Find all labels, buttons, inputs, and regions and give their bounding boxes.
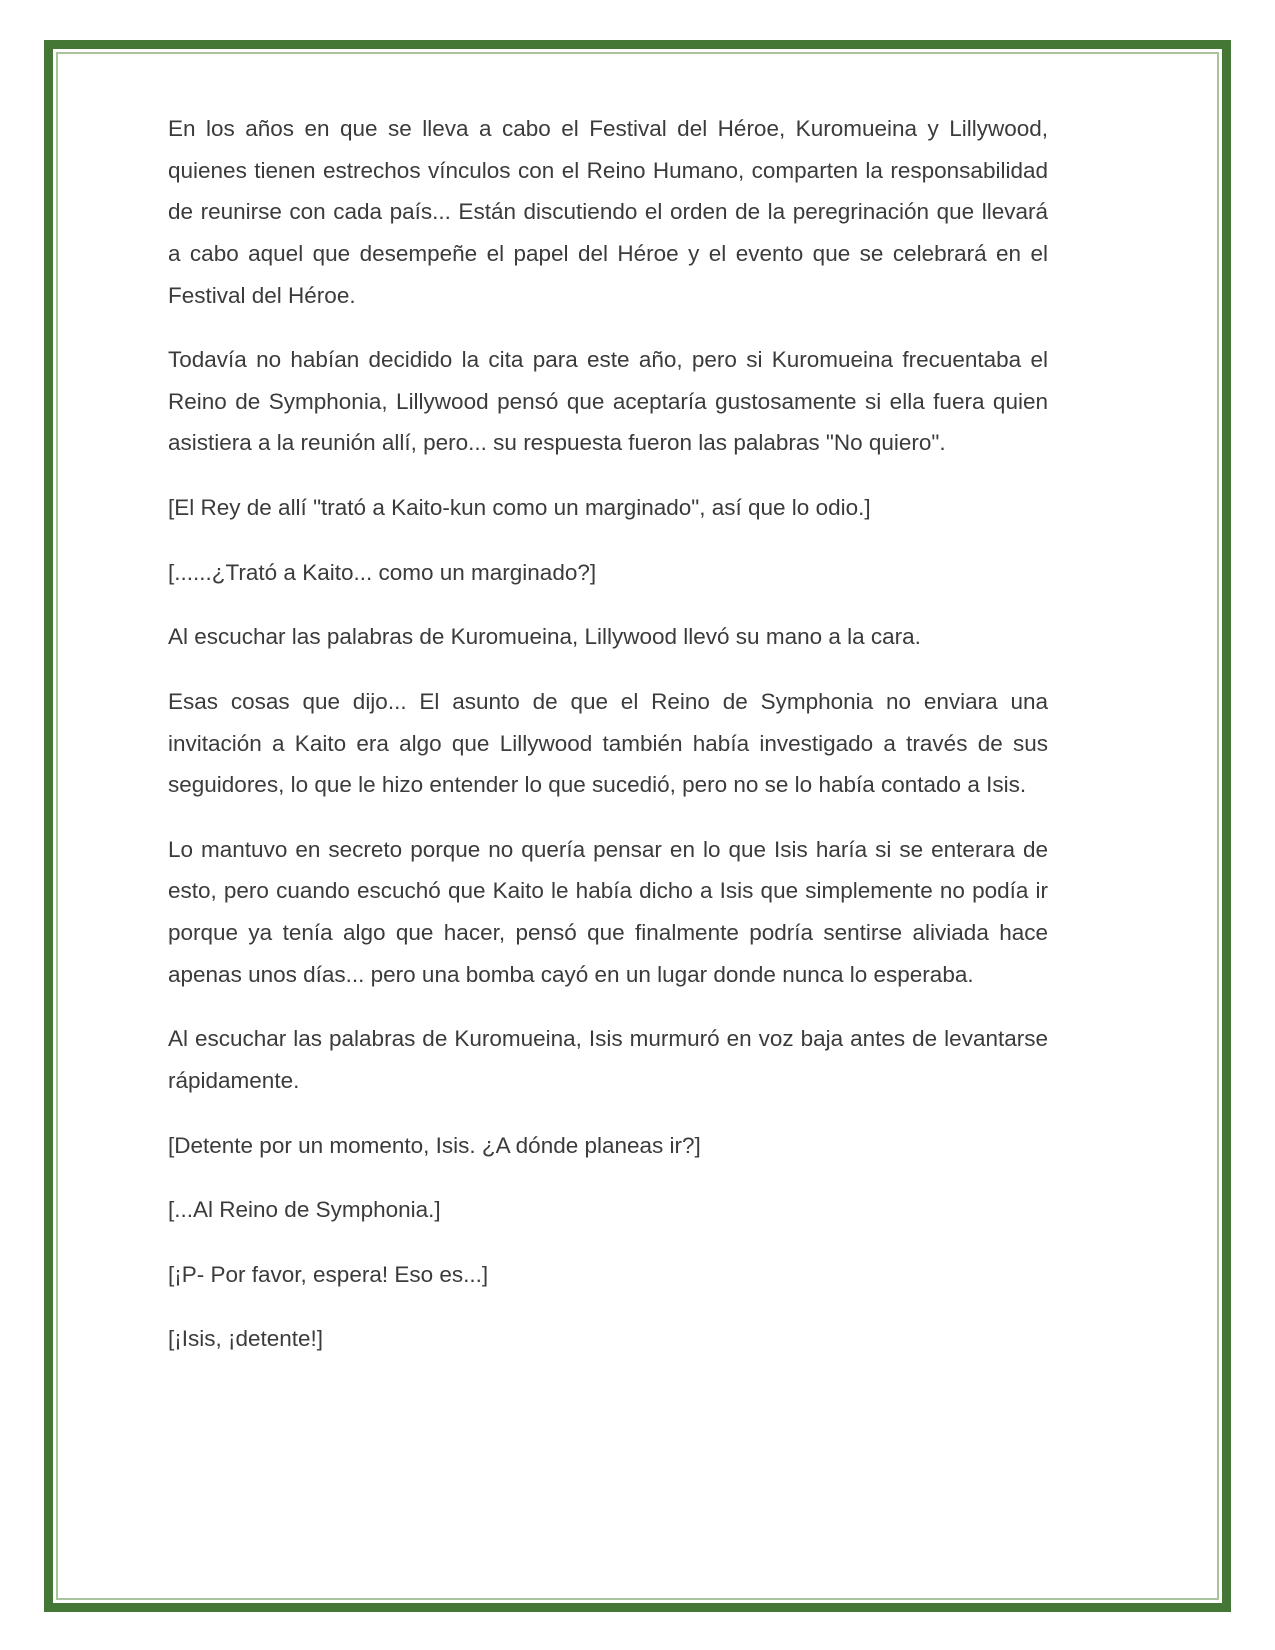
dialogue-line: [¡P- Por favor, espera! Eso es...] [168,1261,489,1287]
dialogue-line: [¡Isis, ¡detente!] [168,1326,324,1352]
dialogue-line: [...Al Reino de Symphonia.] [168,1197,441,1223]
paragraph: Todavía no habían decidido la cita para este año, pero si Kuromueina frecuentaba el Reino de Symphonia, Lillywood pensó que aceptaría gustosamente si ella fuera quien asistiera a la reunión allí, pero... su respuesta fueron las palabras "No quiero". [168,347,1048,456]
paragraph: En los años en que se lleva a cabo el Festival del Héroe, Kuromueina y Lillywood, quienes tienen estrechos vínculos con el Reino Humano, comparten la responsabilidad de reunirse con cada país... Están discutiendo el orden de la peregrinación que llevará a cabo aquel que desempeñe el papel del Héroe y el evento que se celebrará en el Festival del Héroe. [168,116,1048,308]
dialogue-line: [Detente por un momento, Isis. ¿A dónde planeas ir?] [168,1132,701,1158]
dialogue-line: [El Rey de allí "trató a Kaito-kun como un marginado", así que lo odio.] [168,495,871,520]
paragraph: Al escuchar las palabras de Kuromueina, Isis murmuró en voz baja antes de levantarse rápidamente. [168,1026,1048,1093]
paragraph: Esas cosas que dijo... El asunto de que el Reino de Symphonia no enviara una invitación a Kaito era algo que Lillywood también había investigado a través de sus seguidores, lo que le hizo entender lo que sucedió, pero no se lo había contado a Isis. [168,688,1048,798]
document-body-text [168,108,1048,1383]
paragraph: Lo mantuvo en secreto porque no quería pensar en lo que Isis haría si se enterara de esto, pero cuando escuchó que Kaito le había dicho a Isis que simplemente no podía ir porque ya tenía algo que hacer, pensó que finalmente podría sentirse aliviada hace apenas unos días... pero una bomba cayó en un lugar donde nunca lo esperaba. [168,836,1048,987]
dialogue-line: [......¿Trató a Kaito... como un marginado?] [168,559,597,585]
paragraph: Al escuchar las palabras de Kuromueina, Lillywood llevó su mano a la cara. [168,624,921,650]
